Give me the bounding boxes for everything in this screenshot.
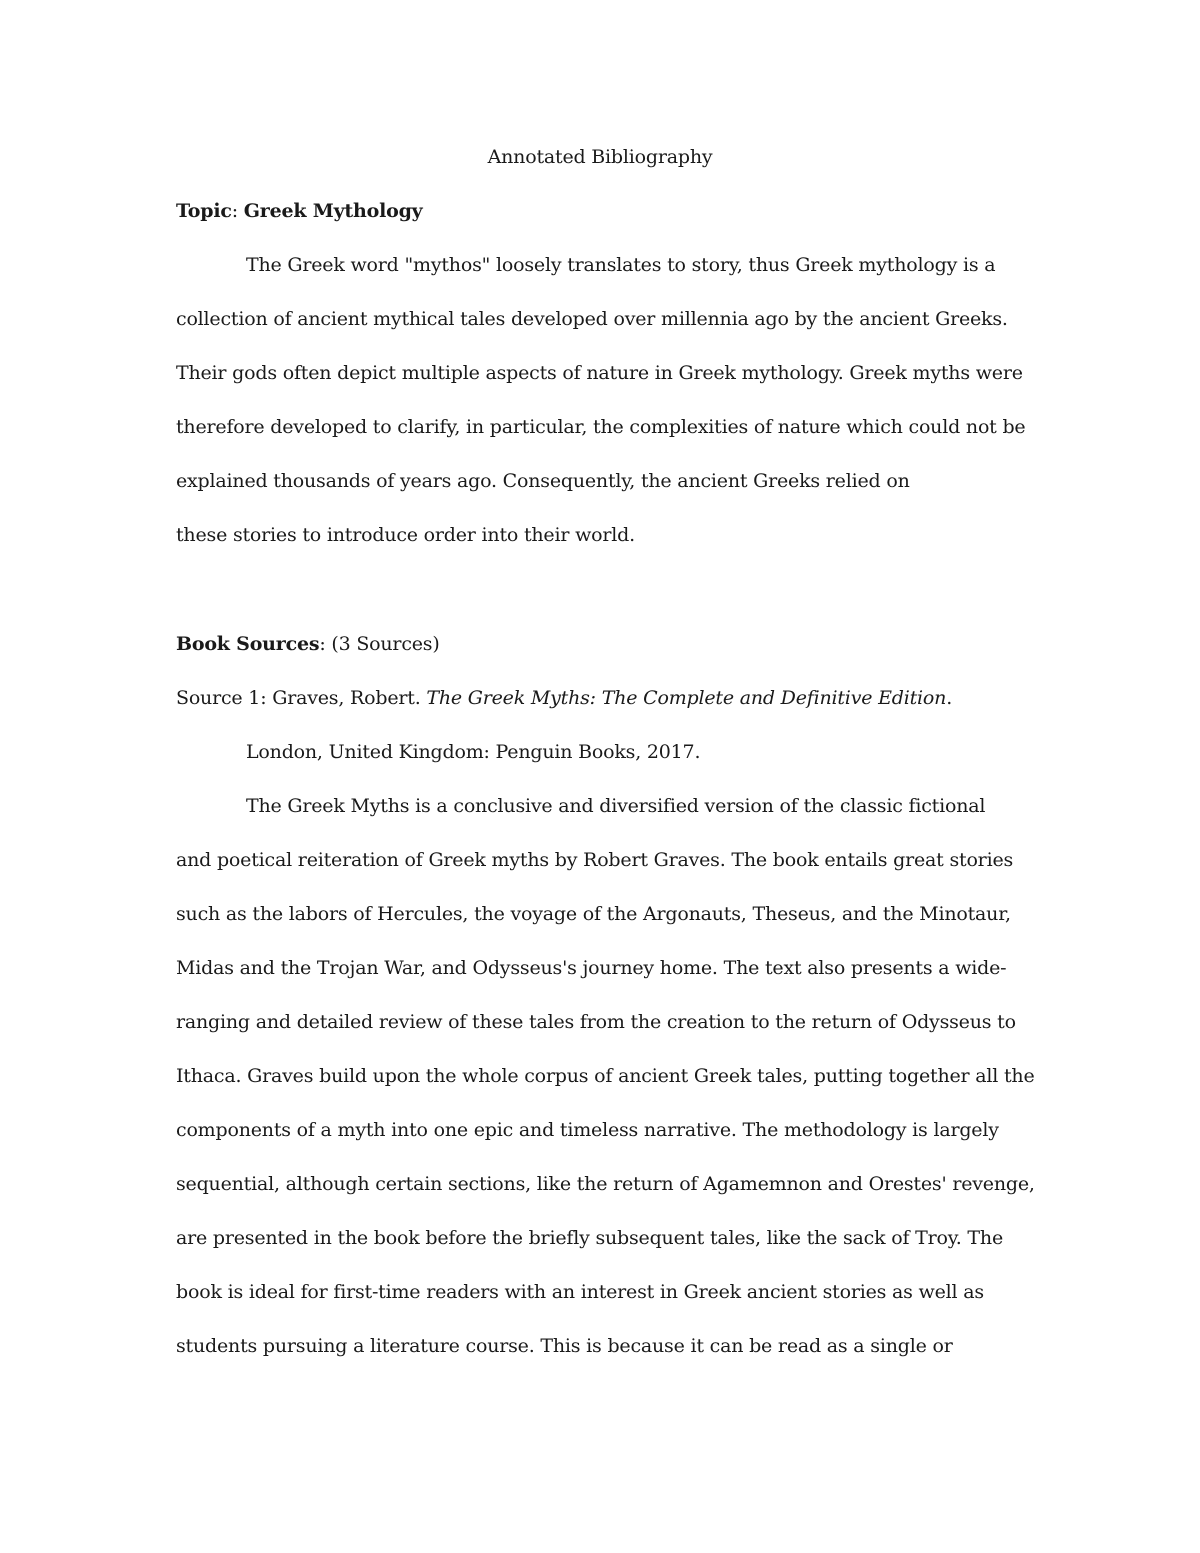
annotation-line: Ithaca. Graves build upon the whole corpus of ancient Greek tales, putting together all the: [176, 1065, 1035, 1087]
document-title: Annotated Bibliography: [487, 146, 713, 168]
source-1-book-title: The Greek Myths: The Complete and Definitive Edition: [426, 687, 947, 709]
topic-line: [176, 199, 423, 223]
book-sources-label: Book Sources: [176, 633, 320, 655]
annotation-line: and poetical reiteration of Greek myths by Robert Graves. The book entails great stories: [176, 849, 1014, 871]
book-sources-suffix: : (3 Sources): [319, 633, 440, 655]
intro-line: these stories to introduce order into their world.: [176, 524, 635, 546]
annotation-line: The Greek Myths is a conclusive and diversified version of the classic fictional: [246, 795, 986, 817]
source-1-prefix: Source 1: Graves, Robert.: [176, 687, 427, 709]
intro-line: explained thousands of years ago. Consequently, the ancient Greeks relied on: [176, 470, 910, 492]
annotation-line: students pursuing a literature course. This is because it can be read as a single or: [176, 1335, 953, 1357]
topic-label: Topic: [176, 200, 232, 222]
annotation-line: Midas and the Trojan War, and Odysseus's journey home. The text also presents a wide-: [176, 957, 1007, 979]
annotation-line: such as the labors of Hercules, the voyage of the Argonauts, Theseus, and the Minotaur,: [176, 903, 1011, 925]
book-sources-heading: [176, 632, 440, 656]
source-1-title-end: .: [946, 687, 953, 709]
source-1-publication: London, United Kingdom: Penguin Books, 2017.: [246, 741, 701, 763]
annotation-line: are presented in the book before the briefly subsequent tales, like the sack of Troy. The: [176, 1227, 1003, 1249]
intro-line: collection of ancient mythical tales developed over millennia ago by the ancient Greeks.: [176, 308, 1008, 330]
topic-value: Greek Mythology: [243, 200, 423, 222]
annotation-line: ranging and detailed review of these tales from the creation to the return of Odysseus to: [176, 1011, 1016, 1033]
topic-separator: :: [231, 200, 238, 222]
intro-line: The Greek word "mythos" loosely translates to story, thus Greek mythology is a: [246, 254, 996, 276]
annotation-line: sequential, although certain sections, like the return of Agamemnon and Orestes' revenge,: [176, 1173, 1035, 1195]
annotation-line: book is ideal for first-time readers with an interest in Greek ancient stories as well as: [176, 1281, 984, 1303]
annotation-line: components of a myth into one epic and timeless narrative. The methodology is largely: [176, 1119, 999, 1141]
intro-line: Their gods often depict multiple aspects of nature in Greek mythology. Greek myths were: [176, 362, 1023, 384]
intro-line: therefore developed to clarify, in particular, the complexities of nature which could not be: [176, 416, 1026, 438]
source-1-citation: [176, 686, 952, 710]
